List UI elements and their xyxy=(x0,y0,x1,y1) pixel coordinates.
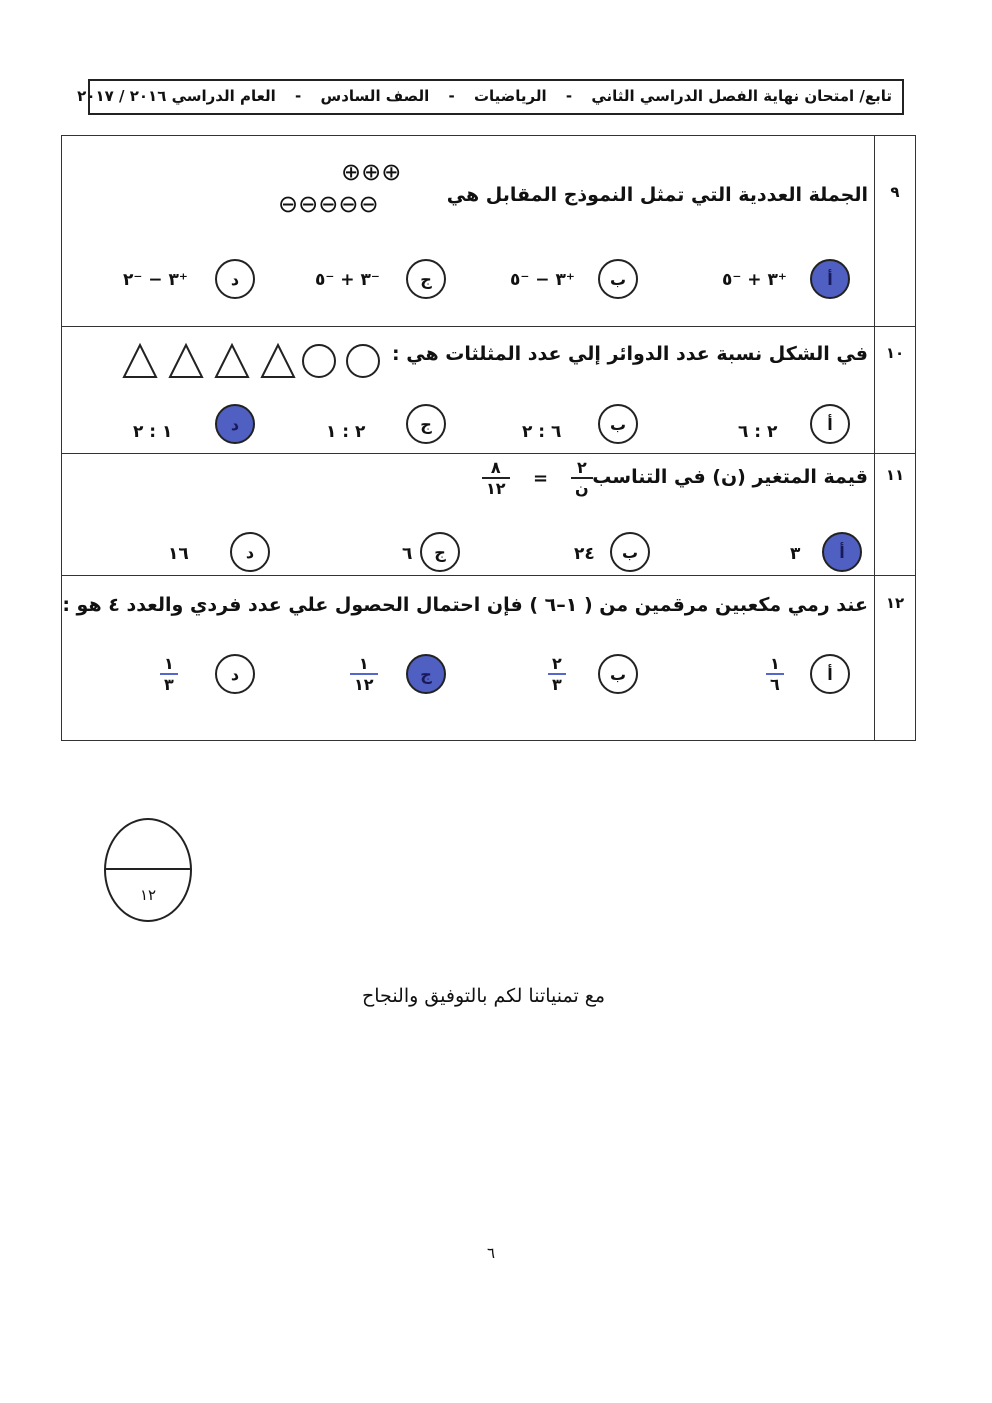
q9-option-d-value: ⁺٣ − ⁻٢ xyxy=(123,270,188,290)
positive-counters-model xyxy=(341,158,401,186)
score-total: ١٢ xyxy=(139,886,157,904)
q12-option-d[interactable]: د xyxy=(215,654,255,694)
negative-counter-icon: ⊖ xyxy=(318,190,339,218)
q11-option-d[interactable]: د xyxy=(230,532,270,572)
closing-message: مع تمنياتنا لكم بالتوفيق والنجاح xyxy=(362,985,606,1007)
fraction-denominator: ٣ xyxy=(552,675,562,694)
question-number: ١٢ xyxy=(885,594,905,612)
triangle-icon xyxy=(124,345,156,377)
negative-counter-icon: ⊖ xyxy=(358,190,379,218)
q11-option-d-value: ١٦ xyxy=(168,544,189,564)
positive-counter-icon: ⊕ xyxy=(381,158,402,186)
number-column-divider xyxy=(874,135,875,741)
proportion-left-fraction xyxy=(571,458,593,498)
fraction-numerator: ١ xyxy=(164,654,174,673)
positive-counter-icon: ⊕ xyxy=(361,158,382,186)
question-9-text: الجملة العددية التي تمثل النموذج المقابل هي xyxy=(446,184,868,206)
q9-option-b[interactable]: ب xyxy=(598,259,638,299)
shapes-figure xyxy=(120,342,382,380)
header-year: العام الدراسي ٢٠١٦ / ٢٠١٧ xyxy=(77,87,276,105)
q11-option-b[interactable]: ب xyxy=(610,532,650,572)
q10-option-d[interactable]: د xyxy=(215,404,255,444)
fraction-denominator: ن xyxy=(575,479,589,498)
negative-counter-icon: ⊖ xyxy=(298,190,319,218)
q12-option-a-value xyxy=(766,654,784,694)
question-11-text: قيمة المتغير (ن) في التناسب xyxy=(592,466,868,488)
header-separator: - xyxy=(565,87,573,105)
question-number: ١١ xyxy=(885,466,905,484)
fraction-denominator: ١٢ xyxy=(486,479,506,498)
score-divider xyxy=(106,868,190,870)
header-separator: - xyxy=(448,87,455,105)
fraction-numerator: ٢ xyxy=(552,654,562,673)
triangle-icon xyxy=(216,345,248,377)
q10-option-b[interactable]: ب xyxy=(598,404,638,444)
page-number: ٦ xyxy=(487,1244,496,1262)
q12-option-b-value xyxy=(548,654,566,694)
header-subject: الرياضيات xyxy=(473,87,547,105)
q9-option-c[interactable]: ج xyxy=(406,259,446,299)
negative-counter-icon: ⊖ xyxy=(338,190,359,218)
header-grade: الصف السادس xyxy=(320,87,430,105)
question-number: ٩ xyxy=(890,183,900,201)
q12-option-c-value xyxy=(350,654,378,694)
q12-option-d-value xyxy=(160,654,178,694)
exam-header-box xyxy=(77,79,904,115)
q10-option-c[interactable]: ج xyxy=(406,404,446,444)
positive-counter-icon: ⊕ xyxy=(341,158,362,186)
fraction-numerator: ١ xyxy=(770,654,780,673)
score-box xyxy=(104,818,192,922)
q10-option-a-value: ٢ : ٦ xyxy=(738,422,778,442)
q11-option-c[interactable]: ج xyxy=(420,532,460,572)
header-separator: - xyxy=(295,87,302,105)
fraction-denominator: ٦ xyxy=(770,675,780,694)
row-divider xyxy=(61,326,916,327)
circle-icon xyxy=(347,345,379,377)
q10-option-d-value: ١ : ٢ xyxy=(133,422,173,442)
fraction-numerator: ٨ xyxy=(490,458,501,477)
header-exam-title: تابع/ امتحان نهاية الفصل الدراسي الثاني xyxy=(591,87,892,105)
q12-option-b[interactable]: ب xyxy=(598,654,638,694)
question-10-text: في الشكل نسبة عدد الدوائر إلي عدد المثلثات هي : xyxy=(392,343,868,365)
q12-option-c[interactable]: ج xyxy=(406,654,446,694)
fraction-numerator: ٢ xyxy=(576,458,587,477)
q9-option-b-value: ⁺٣ − ⁻٥ xyxy=(510,270,575,290)
q11-option-a[interactable]: أ xyxy=(822,532,862,572)
q10-option-a[interactable]: أ xyxy=(810,404,850,444)
q9-option-a[interactable]: أ xyxy=(810,259,850,299)
triangle-icon xyxy=(170,345,202,377)
q10-option-b-value: ٦ : ٢ xyxy=(522,422,562,442)
row-divider xyxy=(61,453,916,454)
q10-option-c-value: ٢ : ١ xyxy=(326,422,366,442)
row-divider xyxy=(61,575,916,576)
circle-icon xyxy=(303,345,335,377)
q11-option-c-value: ٦ xyxy=(402,544,413,564)
exam-header-text xyxy=(63,87,892,105)
q11-option-a-value: ٣ xyxy=(790,544,801,564)
proportion-right-fraction xyxy=(482,458,510,498)
questions-table xyxy=(61,135,916,741)
negative-counter-icon: ⊖ xyxy=(278,190,299,218)
q9-option-a-value: ⁺٣ + ⁻٥ xyxy=(722,270,787,290)
fraction-denominator: ٣ xyxy=(164,675,174,694)
q12-option-a[interactable]: أ xyxy=(810,654,850,694)
question-number: ١٠ xyxy=(885,344,905,362)
question-12-text: عند رمي مكعبين مرقمين من ( ١–٦ ) فإن احتمال الحصول علي عدد فردي والعدد ٤ هو : xyxy=(62,594,868,616)
q9-option-d[interactable]: د xyxy=(215,259,255,299)
negative-counters-model xyxy=(278,190,379,218)
fraction-denominator: ١٢ xyxy=(354,675,374,694)
equals-sign: = xyxy=(533,468,549,489)
q11-option-b-value: ٢٤ xyxy=(574,544,595,564)
fraction-numerator: ١ xyxy=(358,654,369,673)
triangle-icon xyxy=(262,345,294,377)
q9-option-c-value: ⁻٣ + ⁻٥ xyxy=(315,270,380,290)
